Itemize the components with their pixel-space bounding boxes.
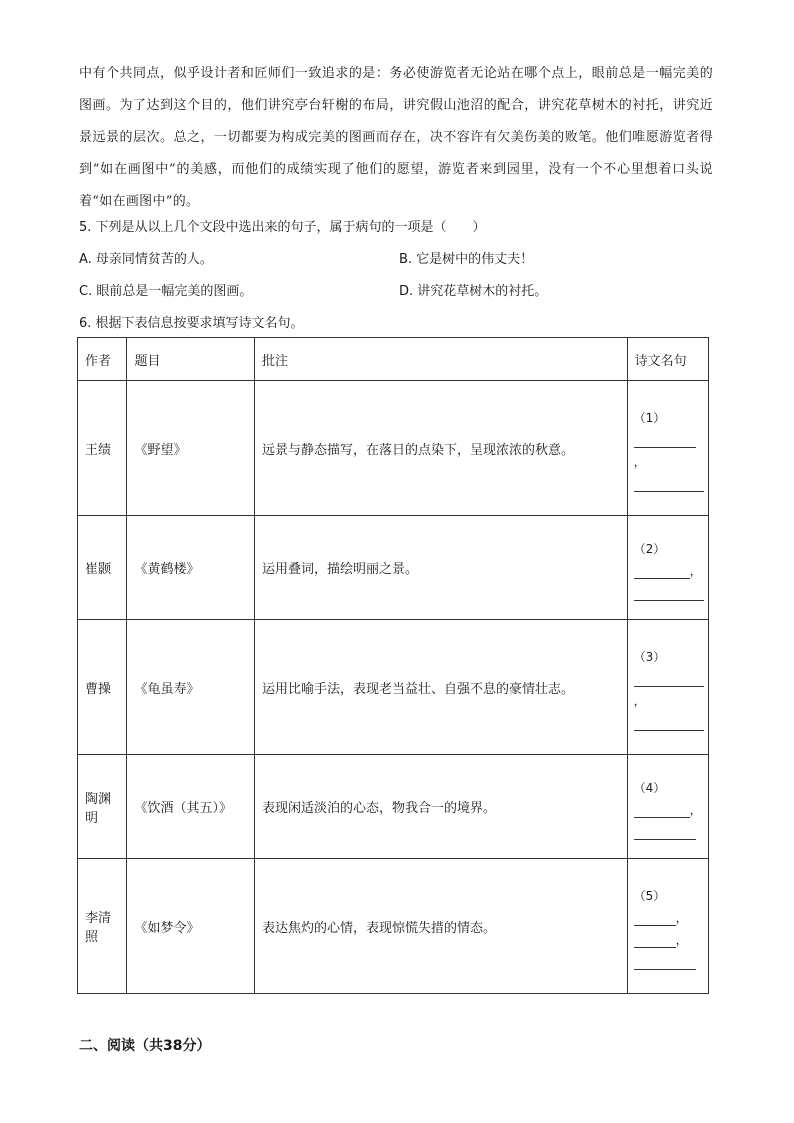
answer-blank[interactable] <box>634 825 696 840</box>
table-header-row <box>78 338 709 381</box>
answer-blank[interactable] <box>634 911 676 926</box>
cell-note: 表现闲适淡泊的心态，物我合一的境界。 <box>254 755 627 859</box>
answer-blank[interactable] <box>634 933 676 948</box>
question-5-option-c: C. 眼前总是一幅完美的图画。 <box>79 284 253 299</box>
cell-title: 《龟虽寿》 <box>127 620 255 755</box>
answer-comma: ， <box>675 933 688 947</box>
answer-number: （5） <box>633 889 666 903</box>
question-5-option-a: A. 母亲同情贫苦的人。 <box>79 252 213 267</box>
header-note: 批注 <box>254 338 627 381</box>
cell-answer <box>627 755 708 859</box>
answer-blank[interactable] <box>634 803 690 818</box>
answer-number: （2） <box>633 541 666 556</box>
cell-answer <box>627 620 708 755</box>
cell-title: 《饮酒（其五）》 <box>127 755 255 859</box>
cell-answer <box>627 516 708 620</box>
answer-comma: ， <box>675 911 688 925</box>
cell-author: 曹操 <box>78 620 127 755</box>
section-heading: 二、阅读（共38分） <box>79 1038 211 1054</box>
cell-note: 运用叠词，描绘明丽之景。 <box>254 516 627 620</box>
header-author: 作者 <box>78 338 127 381</box>
answer-blank[interactable] <box>634 433 696 448</box>
cell-author: 王绩 <box>78 381 127 516</box>
question-5-stem: 5. 下列是从以上几个文段中选出来的句子，属于病句的一项是（ ） <box>79 220 486 235</box>
question-6-stem: 6. 根据下表信息按要求填写诗文名句。 <box>79 316 304 331</box>
cell-author: 陶渊明 <box>78 755 127 859</box>
cell-note: 运用比喻手法，表现老当益壮、自强不息的豪情壮志。 <box>254 620 627 755</box>
cell-answer <box>627 381 708 516</box>
header-quote: 诗文名句 <box>627 338 708 381</box>
poem-table <box>77 337 709 994</box>
answer-comma: ， <box>633 694 646 708</box>
answer-blank[interactable] <box>634 716 704 731</box>
answer-blank[interactable] <box>634 672 704 687</box>
cell-author: 崔颢 <box>78 516 127 620</box>
cell-note: 远景与静态描写，在落日的点染下，呈现浓浓的秋意。 <box>254 381 627 516</box>
cell-answer <box>627 859 708 994</box>
reading-passage: 中有个共同点，似乎设计者和匠师们一致追求的是：务必使游览者无论站在哪个点上，眼前总是一幅完美的图画。为了达到这个目的，他们讲究亭台轩榭的布局，讲究假山池沼的配合，讲究花草树木的衬托，讲究近景远景的层次。总之，一切都要为构成完美的图画而存在，决不容许有欠美伤美的败笔。他们唯愿游览者得到“如在画图中”的美感，而他们的成绩实现了他们的愿望，游览者来到园里，没有一个不心里想着口头说着“如在画图中”的。 <box>79 66 713 209</box>
table-row <box>78 381 709 516</box>
table-row <box>78 516 709 620</box>
question-5-option-d: D. 讲究花草树木的衬托。 <box>399 284 548 299</box>
table-row <box>78 859 709 994</box>
answer-number: （3） <box>633 650 666 664</box>
question-5-option-b: B. 它是树中的伟丈夫！ <box>399 252 534 267</box>
answer-blank[interactable] <box>634 477 704 492</box>
answer-number: （4） <box>633 780 666 795</box>
table-row <box>78 755 709 859</box>
header-title: 题目 <box>127 338 255 381</box>
cell-note: 表达焦灼的心情，表现惊慌失措的情态。 <box>254 859 627 994</box>
answer-blank[interactable] <box>634 955 696 970</box>
answer-comma: ， <box>689 802 702 817</box>
cell-title: 《黄鹤楼》 <box>127 516 255 620</box>
cell-title: 《如梦令》 <box>127 859 255 994</box>
answer-comma: ， <box>633 455 646 469</box>
table-row <box>78 620 709 755</box>
answer-blank[interactable] <box>634 564 690 579</box>
cell-author: 李清照 <box>78 859 127 994</box>
cell-title: 《野望》 <box>127 381 255 516</box>
answer-number: （1） <box>633 411 666 425</box>
answer-comma: ， <box>689 563 702 578</box>
answer-blank[interactable] <box>634 586 704 601</box>
